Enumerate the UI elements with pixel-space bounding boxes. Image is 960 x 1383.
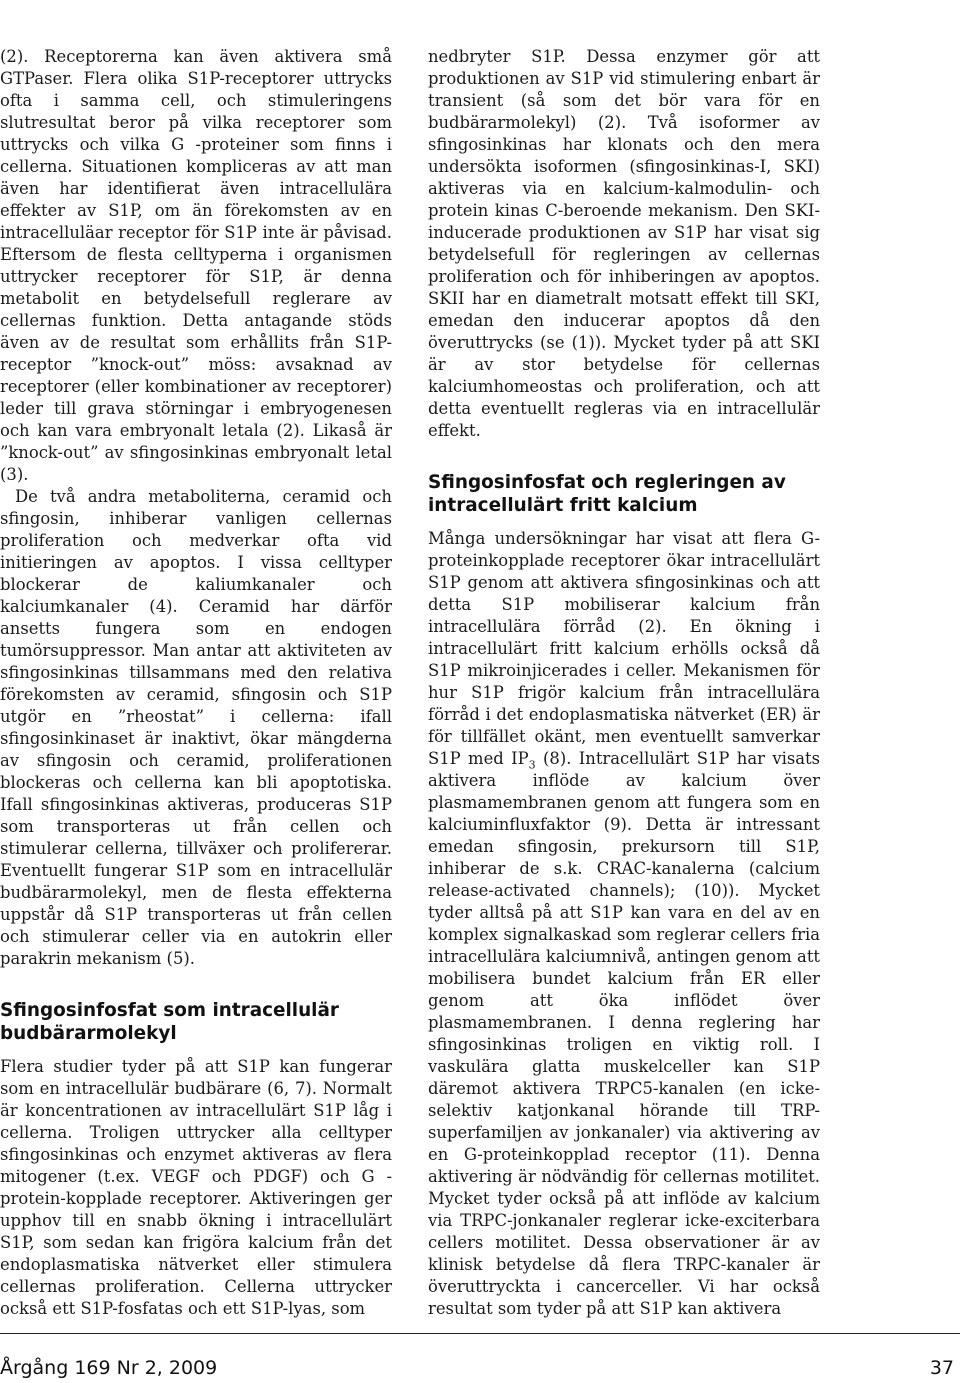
section-heading-calcium-regulation: Sfingosinfosfat och regleringen av intracellulärt fritt kalcium [428,472,786,516]
right-paragraph-2-part-b: (8). Intracellulärt S1P har visats aktivera inflöde av kalcium över plasmamembranen genom att fungera som en kalciuminfluxfaktor (9). Detta är intressant emedan sfingosin, prekursorn till S1P, inhiberar de s.k. CRAC-kanalerna (calcium release-activated channels); (10)). Mycket tyder alltså på att S1P kan vara en del av en komplex signalkaskad som reglerar cellers fria intracellulära kalciumnivå, antingen genom att mobilisera bundet kalcium från ER eller genom att öka inflödet över plasmamembranen. I denna reglering har sfingosinkinas troligen en viktig roll. I vaskulära glatta muskelceller kan S1P däremot aktivera TRPC5-kanalen (en icke-selektiv katjonkanal hörande till TRP-superfamiljen av jonkanaler) via aktivering av en G-proteinkopplad receptor (11). Denna aktivering är nödvändig för cellernas motilitet. Mycket tyder också på att inflöde av kalcium via TRPC-jonkanaler reglerar icke-exciterbara cellers motilitet. Dessa observationer är av klinisk betydelse då flera TRPC-kanaler är överuttryckta i cancerceller. Vi har också resultat som tyder på att S1P kan aktivera [428,749,821,1318]
left-paragraph-3: Flera studier tyder på att S1P kan fungerar som en intracellulär budbärare (6, 7). Normalt är koncentrationen av intracellulärt S1P låg i cellerna. Troligen uttrycker alla celltyper sfingosinkinas och enzymet aktiveras av flera mitogener (t.ex. VEGF och PDGF) och G -protein-kopplade receptorer. Aktiveringen ger upphov till en snabb ökning i intracellulärt S1P, som sedan kan frigöra kalcium från det endoplasmatiska nätverket eller stimulera cellernas proliferation. Cellerna uttrycker också ett S1P-fosfatas och ett S1P-lyas, som [0,1057,392,1318]
right-paragraph-2 [428,528,820,1320]
spacer [428,442,820,472]
left-paragraph-1: (2). Receptorerna kan även aktivera små GTPaser. Flera olika S1P-receptorer uttrycks ofta i samma cell, och stimuleringens slutresultat beror på vilka receptorer som uttrycks och vilka G -proteiner som finns i cellerna. Situationen kompliceras av att man även har identifierat även intracellulära effekter av S1P, om än förekomsten av en intracelluläar receptor för S1P inte är påvisad. Eftersom de flesta celltyperna i organismen uttrycker receptorer för S1P, är denna metabolit en betydelsefull reglerare av cellernas funktion. Detta antagande stöds även av de resultat som erhållits från S1P-receptor ”knock-out” möss: avsaknad av receptorer (eller kombinationer av receptorer) leder till grava störningar i embryogenesen och kan vara embryonalt letala (2). Likaså är ”knock-out” av sfingosinkinas embryonalt letal (3). [0,47,392,484]
right-column [428,46,820,1320]
left-column [0,46,392,1320]
page-number: 37 [929,1357,954,1379]
footer-issue: Årgång 169 Nr 2, 2009 [0,1357,218,1379]
spacer [0,1045,392,1056]
left-paragraph-2: De två andra metaboliterna, ceramid och sfingosin, inhiberar vanligen cellernas proliferation och medverkar ofta vid initieringen av apoptos. I vissa celltyper blockerar de kaliumkanaler och kalciumkanaler (4). Ceramid har därför ansetts fungera som en endogen tumörsuppressor. Man antar att aktiviteten av sfingosinkinas tillsammans med den relativa förekomsten av ceramid, sfingosin och S1P utgör en ”rheostat” i cellerna: ifall sfingosinkinaset är inaktivt, ökar mängderna av sfingosin och ceramid, proliferationen blockeras och cellerna kan bli apoptotiska. Ifall sfingosinkinas aktiveras, produceras S1P som transporteras ut från cellen och stimulerar cellerna, tillväxer och prolifererar. Eventuellt fungerar S1P som en intracellulär budbärarmolekyl, men de flesta effekterna uppstår då S1P transporteras ut från cellen och stimulerar celler via en autokrin eller parakrin mekanism (5). [0,487,392,968]
right-paragraph-2-part-a: Många undersökningar har visat att flera G-proteinkopplade receptorer ökar intracellulärt S1P genom att aktivera sfingosinkinas och att detta S1P mobiliserar kalcium från intracellulära förråd (2). En ökning i intracellulärt fritt kalcium erhölls också då S1P mikroinjicerades i celler. Mekanismen för hur S1P frigör kalcium från intracellulära förråd i det endoplasmatiska nätverket (ER) är för tillfället okänt, men eventuellt samverkar S1P med IP [428,529,820,768]
ip3-subscript: 3 [528,758,536,772]
right-paragraph-1: nedbryter S1P. Dessa enzymer gör att produktionen av S1P vid stimulering enbart är transient (så som det bör vara för en budbärarmolekyl) (2). Två isoformer av sfingosinkinas har klonats och den mera undersökta isoformen (sfingosinkinas-I, SKI) aktiveras via en kalcium-kalmodulin- och protein kinas C-beroende mekanism. Den SKI-inducerade produktionen av S1P har visat sig betydelsefull för regleringen av cellernas proliferation och för inhiberingen av apoptos. SKII har en diametralt motsatt effekt till SKI, emedan den inducerar apoptos då den överuttrycks (se (1)). Mycket tyder på att SKI är av stor betydelse för cellernas kalciumhomeostas och proliferation, och att detta eventuellt regleras via en intracellulär effekt. [428,47,820,440]
section-heading-intracellular-messenger: Sfingosinfosfat som intracellulär budbärarmolekyl [0,1000,339,1044]
spacer [428,517,820,528]
spacer [0,970,392,1000]
footer-divider [0,1333,960,1334]
